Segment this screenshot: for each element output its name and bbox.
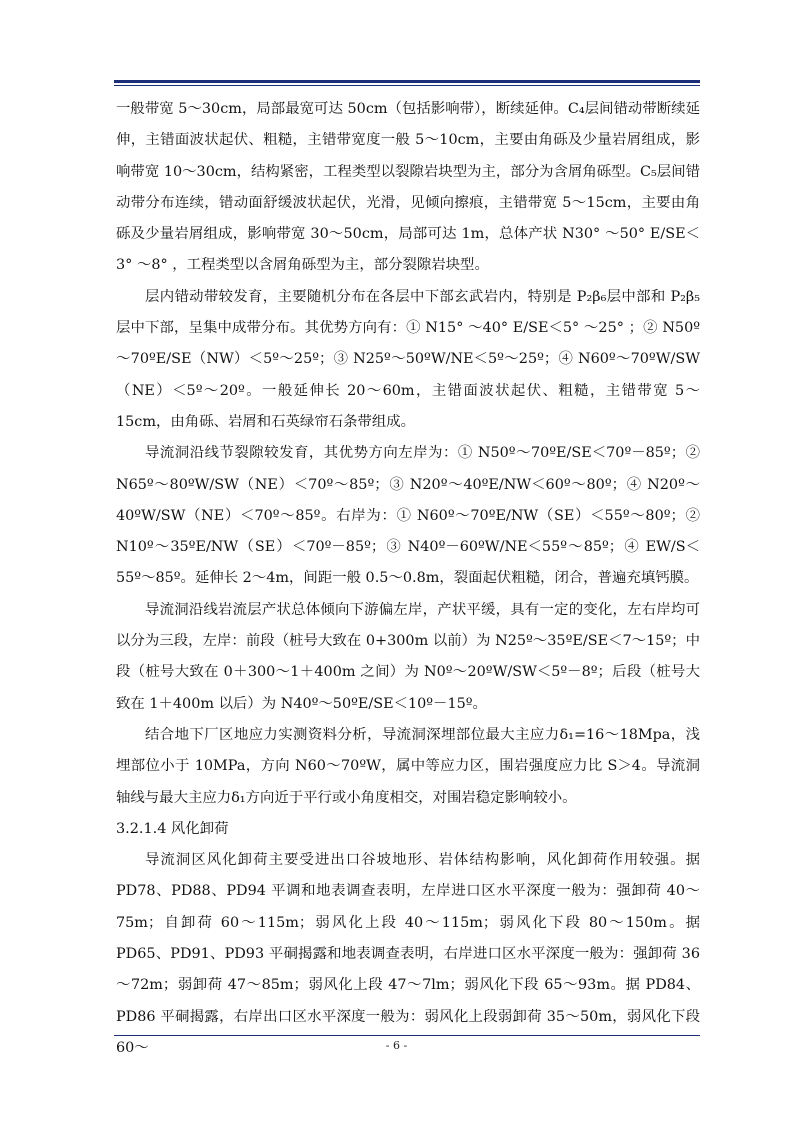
paragraph-stress: 结合地下厂区地应力实测资料分析，导流洞深埋部位最大主应力δ₁=16～18Mpa，浅埋部位小于 10MPa，方向 N60～70ºW，属中等应力区，围岩强度应力比 S＞4。导流洞轴线与最大主应力δ₁方向近于平行或小角度相交，对围岩稳定影响较小。 bbox=[116, 726, 700, 806]
header-rule-thick bbox=[114, 80, 700, 83]
paragraph-joints: 导流洞沿线节裂隙较发育，其优势方向左岸为：① N50º～70ºE/SE＜70º－85º；② N65º～80ºW/SW（NE）＜70º～85º；③ N20º～40ºE/NW＜60º～80º；④ N20º～40ºW/SW（NE）＜70º～85º。右岸为：① N60º～70ºE/NW（SE）＜55º～80º；② N10º～35ºE/NW（SE）＜70º－85º；③ N40º－60ºW/NE＜55º～85º；④ EW/S＜55º～85º。延伸长 2～4m，间距一般 0.5～0.8m，裂面起伏粗糙，闭合，普遍充填钙膜。 bbox=[116, 445, 700, 587]
footer-rule bbox=[114, 1035, 700, 1036]
paragraph-intralayer-zones: 层内错动带较发育，主要随机分布在各层中下部玄武岩内，特别是 P₂β₆层中部和 P₂β₅层中下部，呈集中成带分布。其优势方向有：① N15° ～40° E/SE＜5° ～25° ；② N50º～70ºE/SE（NW）＜5º～25º；③ N25º～50ºW/NE＜5º～25º；④ N60º～70ºW/SW（NE）＜5º～20º。一般延伸长 20～60m，主错面波状起伏、粗糙，主错带宽 5～15cm，由角砾、岩屑和石英绿帘石条带组成。 bbox=[116, 288, 700, 430]
page-number: - 6 - bbox=[385, 1039, 408, 1052]
paragraph-flow-layers: 导流洞沿线岩流层产状总体倾向下游偏左岸，产状平缓，具有一定的变化，左右岸均可以分为三段，左岸：前段（桩号大致在 0+300m 以前）为 N25º～35ºE/SE＜7～15º；中段（桩号大致在 0＋300～1＋400m 之间）为 N0º～20ºW/SW＜5º－8º；后段（桩号大致在 1＋400m 以后）为 N40º～50ºE/SE＜10º－15º。 bbox=[116, 601, 700, 712]
page-body bbox=[116, 94, 700, 1064]
paragraph-weathering: 导流洞区风化卸荷主要受进出口谷坡地形、岩体结构影响，风化卸荷作用较强。据 PD78、PD88、PD94 平调和地表调查表明，左岸进口区水平深度一般为：强卸荷 40～75m；自卸荷 60～115m；弱风化上段 40～115m；弱风化下段 80～150m。据 PD65、PD91、PD93 平硐揭露和地表调查表明，右岸进口区水平深度一般为：强卸荷 36～72m；弱卸荷 47～85m；弱风化上段 47～7lm；弱风化下段 65～93m。据 PD84、PD86 平硐揭露，右岸出口区水平深度一般为：弱风化上段弱卸荷 35～50m，弱风化下段 60～ bbox=[116, 852, 700, 1056]
header-rule-thin bbox=[114, 85, 700, 86]
paragraph-continued: 一般带宽 5～30cm，局部最宽可达 50cm（包括影响带），断续延伸。C₄层间错动带断续延伸，主错面波状起伏、粗糙，主错带宽度一般 5～10cm，主要由角砾及少量岩屑组成，影响带宽 10～30cm，结构紧密，工程类型以裂隙岩块型为主，部分为含屑角砾型。C₅层间错动带分布连续，错动面舒缓波状起伏，光滑，见倾向擦痕，主错带宽 5～15cm，主要由角砾及少量岩屑组成，影响带宽 30～50cm，局部可达 1m，总体产状 N30° ～50° E/SE＜3° ～8° ，工程类型以含屑角砾型为主，部分裂隙岩块型。 bbox=[116, 101, 700, 274]
section-heading: 3.2.1.4 风化卸荷 bbox=[116, 820, 229, 837]
